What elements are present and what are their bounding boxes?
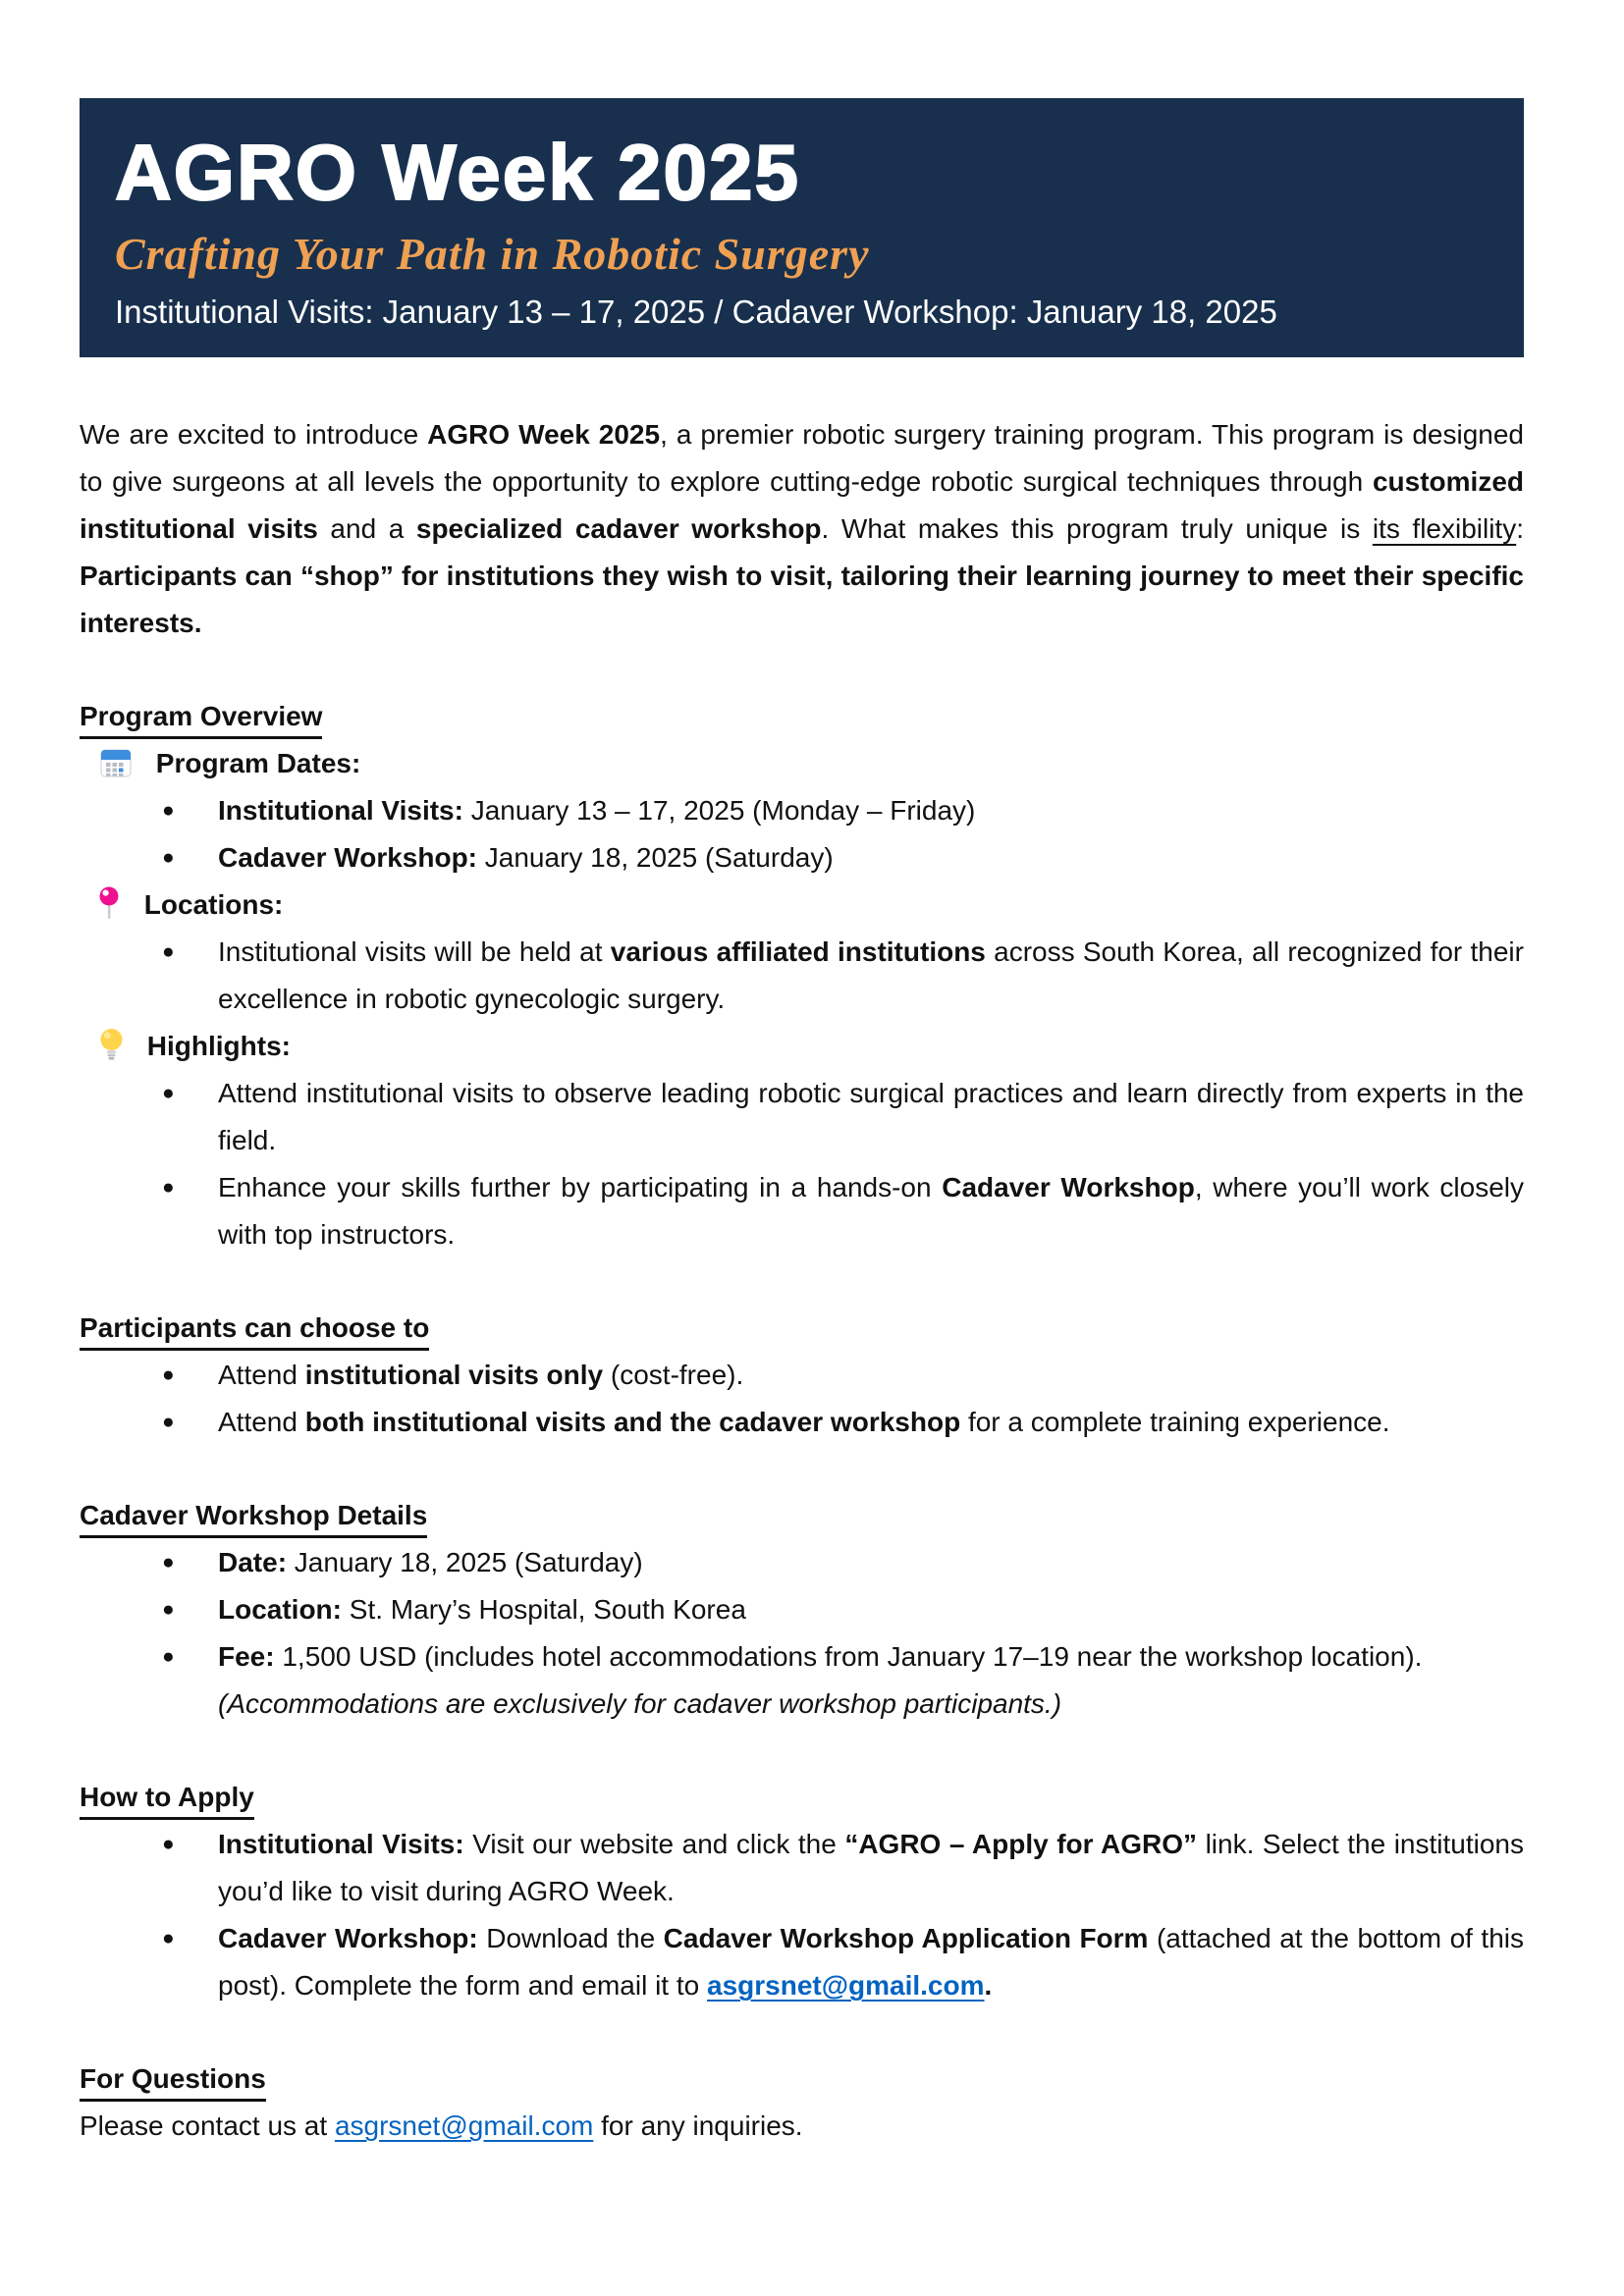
banner-subtitle: Crafting Your Path in Robotic Surgery: [115, 229, 870, 279]
calendar-icon: [98, 745, 134, 780]
bullet-icon: ●: [162, 799, 175, 822]
email-link[interactable]: asgrsnet@gmail.com: [707, 1970, 985, 2001]
bullet-icon: ●: [162, 1551, 175, 1574]
section-heading-how-to-apply: [80, 1774, 1524, 1821]
section-heading-text: Cadaver Workshop Details: [80, 1499, 427, 1538]
locations-label: Locations:: [143, 889, 284, 920]
round-pushpin-icon: [98, 886, 122, 922]
section-workshop-details: [80, 1492, 1524, 1728]
list-item: ● Attend institutional visits only (cost-free).: [80, 1352, 1524, 1399]
section-heading-program-overview: [80, 693, 1524, 740]
document-body: [80, 411, 1524, 2150]
bullet-icon: ●: [162, 1363, 175, 1386]
bullet-icon: ●: [162, 1598, 175, 1621]
section-for-questions: [80, 2056, 1524, 2150]
bullet-icon: ●: [162, 1645, 175, 1668]
list-item: ● Enhance your skills further by participating in a hands-on Cadaver Workshop, where you’ll work closely with top instructors.: [80, 1164, 1524, 1258]
list-item: ● Fee: 1,500 USD (includes hotel accommodations from January 17–19 near the workshop location).: [80, 1633, 1524, 1681]
email-link[interactable]: asgrsnet@gmail.com: [334, 2110, 594, 2141]
section-heading-text: Program Overview: [80, 700, 322, 739]
list-item: ● Location: St. Mary’s Hospital, South Korea: [80, 1586, 1524, 1633]
highlights-line: [80, 1023, 1524, 1070]
locations-line: [80, 881, 1524, 929]
section-program-overview: [80, 693, 1524, 1258]
section-heading-workshop-details: [80, 1492, 1524, 1539]
list-item: ● Cadaver Workshop: Download the Cadaver Workshop Application Form (attached at the bottom of this post). Complete the form and email it to asgrsnet@gmail.com.: [80, 1915, 1524, 2009]
list-item: ● Institutional Visits: Visit our website and click the “AGRO – Apply for AGRO” link. Select the institutions you’d like to visit during AGRO Week.: [80, 1821, 1524, 1915]
bullet-icon: ●: [162, 1927, 175, 1949]
bullet-icon: ●: [162, 1411, 175, 1433]
section-heading-participants-choose: [80, 1305, 1524, 1352]
page-title: AGRO Week 2025: [115, 129, 800, 216]
banner-dates-line: Institutional Visits: January 13 – 17, 2025 / Cadaver Workshop: January 18, 2025: [115, 294, 1277, 330]
list-item: ● Date: January 18, 2025 (Saturday): [80, 1539, 1524, 1586]
section-heading-text: For Questions: [80, 2062, 266, 2102]
accommodations-note: (Accommodations are exclusively for cadaver workshop participants.): [218, 1688, 1062, 1719]
program-dates-line: [80, 740, 1524, 787]
list-item: ● Institutional Visits: January 13 – 17, 2025 (Monday – Friday): [80, 787, 1524, 834]
section-heading-text: How to Apply: [80, 1781, 254, 1820]
contact-line: Please contact us at asgrsnet@gmail.com for any inquiries.: [80, 2110, 803, 2141]
bullet-icon: ●: [162, 1833, 175, 1855]
light-bulb-icon: [98, 1028, 125, 1063]
program-dates-label: Program Dates:: [155, 748, 361, 778]
bullet-icon: ●: [162, 846, 175, 869]
section-participants-choose: [80, 1305, 1524, 1446]
section-heading-text: Participants can choose to: [80, 1311, 429, 1351]
section-heading-for-questions: [80, 2056, 1524, 2103]
list-item: ● Institutional visits will be held at various affiliated institutions across South Korea, all recognized for their excellence in robotic gynecologic surgery.: [80, 929, 1524, 1023]
section-how-to-apply: [80, 1774, 1524, 2009]
highlights-label: Highlights:: [146, 1031, 291, 1061]
list-item: ● Attend both institutional visits and the cadaver workshop for a complete training experience.: [80, 1399, 1524, 1446]
banner: [80, 98, 1524, 357]
bullet-icon: ●: [162, 940, 175, 963]
list-item: ● Cadaver Workshop: January 18, 2025 (Saturday): [80, 834, 1524, 881]
list-item: ● Attend institutional visits to observe leading robotic surgical practices and learn directly from experts in the field.: [80, 1070, 1524, 1164]
intro-paragraph: We are excited to introduce AGRO Week 2025, a premier robotic surgery training program. This program is designed to give surgeons at all levels the opportunity to explore cutting-edge robotic surgical techniques through customized institutional visits and a specialized cadaver workshop. What makes this program truly unique is its flexibility: Participants can “shop” for institutions they wish to visit, tailoring their learning journey to meet their specific interests.: [80, 419, 1524, 638]
bullet-icon: ●: [162, 1082, 175, 1104]
bullet-icon: ●: [162, 1176, 175, 1199]
